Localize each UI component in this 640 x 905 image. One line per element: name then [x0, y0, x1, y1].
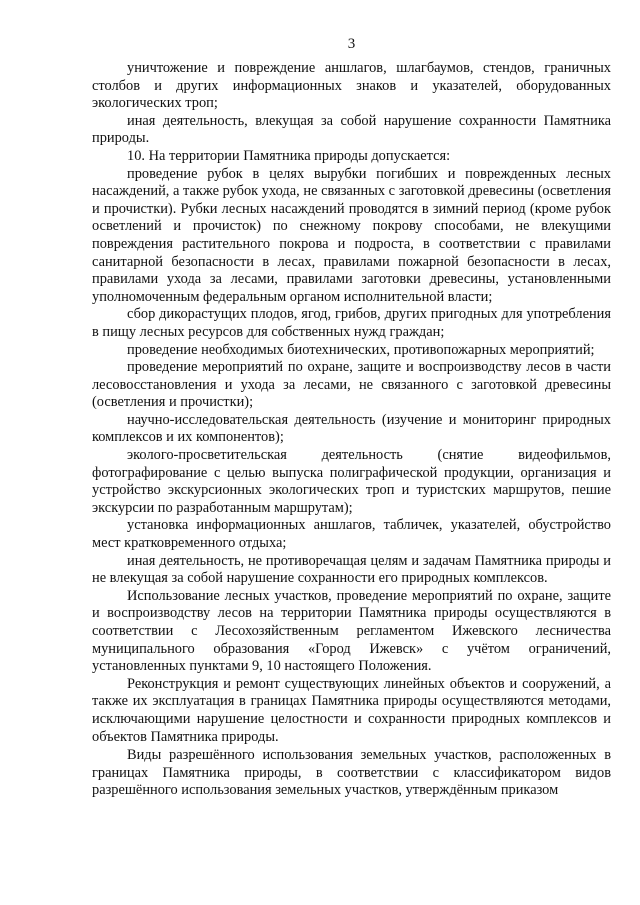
paragraph-logging: проведение рубок в целях вырубки погибших и поврежденных лесных насаждений, а также рубок ухода, не связанных с заготовкой древесины (осветления и прочистки). Рубки лесных насаждений проводятся в зимний период (кроме рубок осветлений и прочисток) по снежному покрову способами, не влекущими повреждения растительного покрова и подроста, в соответствии с правилами санитарной безопасности в лесах, правилами пожарной безопасности в лесах, правилами ухода за лесами, правилами заготовки древесины, установленными уполномоченным федеральным органом исполнительной власти; — [92, 165, 611, 305]
paragraph-reconstruction: Реконструкция и ремонт существующих линейных объектов и сооружений, а также их эксплуатация в границах Памятника природы осуществляются методами, исключающими нарушение целостности и сохранности природных комплексов и объектов Памятника природы. — [92, 675, 611, 745]
paragraph-biotechnical-measures: проведение необходимых биотехнических, противопожарных мероприятий; — [127, 341, 595, 358]
paragraph-research: научно-исследовательская деятельность (изучение и мониторинг природных комплексов и их компонентов); — [92, 411, 611, 446]
paragraph-section-10-heading: 10. На территории Памятника природы допускается: — [127, 147, 451, 164]
paragraph-gathering-wild-plants: сбор дикорастущих плодов, ягод, грибов, других пригодных для употребления в пищу лесных ресурсов для собственных нужд граждан; — [92, 306, 611, 340]
paragraph-forest-use: Использование лесных участков, проведение мероприятий по охране, защите и воспроизводству лесов на территории Памятника природы осуществляются в соответствии с Лесохозяйственным регламентом Ижевского лесничества муниципального образования «Город Ижевск» с учётом ограничений, установленных пунктами 9, 10 настоящего Положения. — [92, 587, 611, 675]
paragraph-eco-education: эколого-просветительская деятельность (снятие видеофильмов, фотографирование с целью выпуска полиграфической продукции, организация и устройство экскурсионных экологических троп и туристских маршрутов, пешие экскурсии по разработанным маршрутам); — [92, 447, 611, 516]
paragraph-destruction-of-signs: уничтожение и повреждение аншлагов, шлагбаумов, стендов, граничных столбов и других информационных знаков и указателей, оборудованных экологических троп; — [92, 60, 611, 112]
paragraph-other-permitted-activity: иная деятельность, не противоречащая целям и задачам Памятника природы и не влекущая за собой нарушение сохранности его природных комплексов. — [92, 552, 611, 587]
document-page — [92, 34, 611, 800]
paragraph-forest-protection: проведение мероприятий по охране, защите и воспроизводству лесов в части лесовосстановления и ухода за лесами, не связанного с заготовкой древесины (осветления и прочистки); — [92, 359, 611, 411]
page-number: 3 — [347, 36, 356, 52]
paragraph-other-harmful-activity: иная деятельность, влекущая за собой нарушение сохранности Памятника природы. — [92, 112, 611, 147]
paragraph-land-use-types: Виды разрешённого использования земельных участков, расположенных в границах Памятника природы, в соответствии с классификатором видов разрешённого использования земельных участков, утверждённым приказом — [92, 747, 611, 799]
paragraph-info-signs: установка информационных аншлагов, табличек, указателей, обустройство мест кратковременного отдыха; — [92, 517, 611, 552]
